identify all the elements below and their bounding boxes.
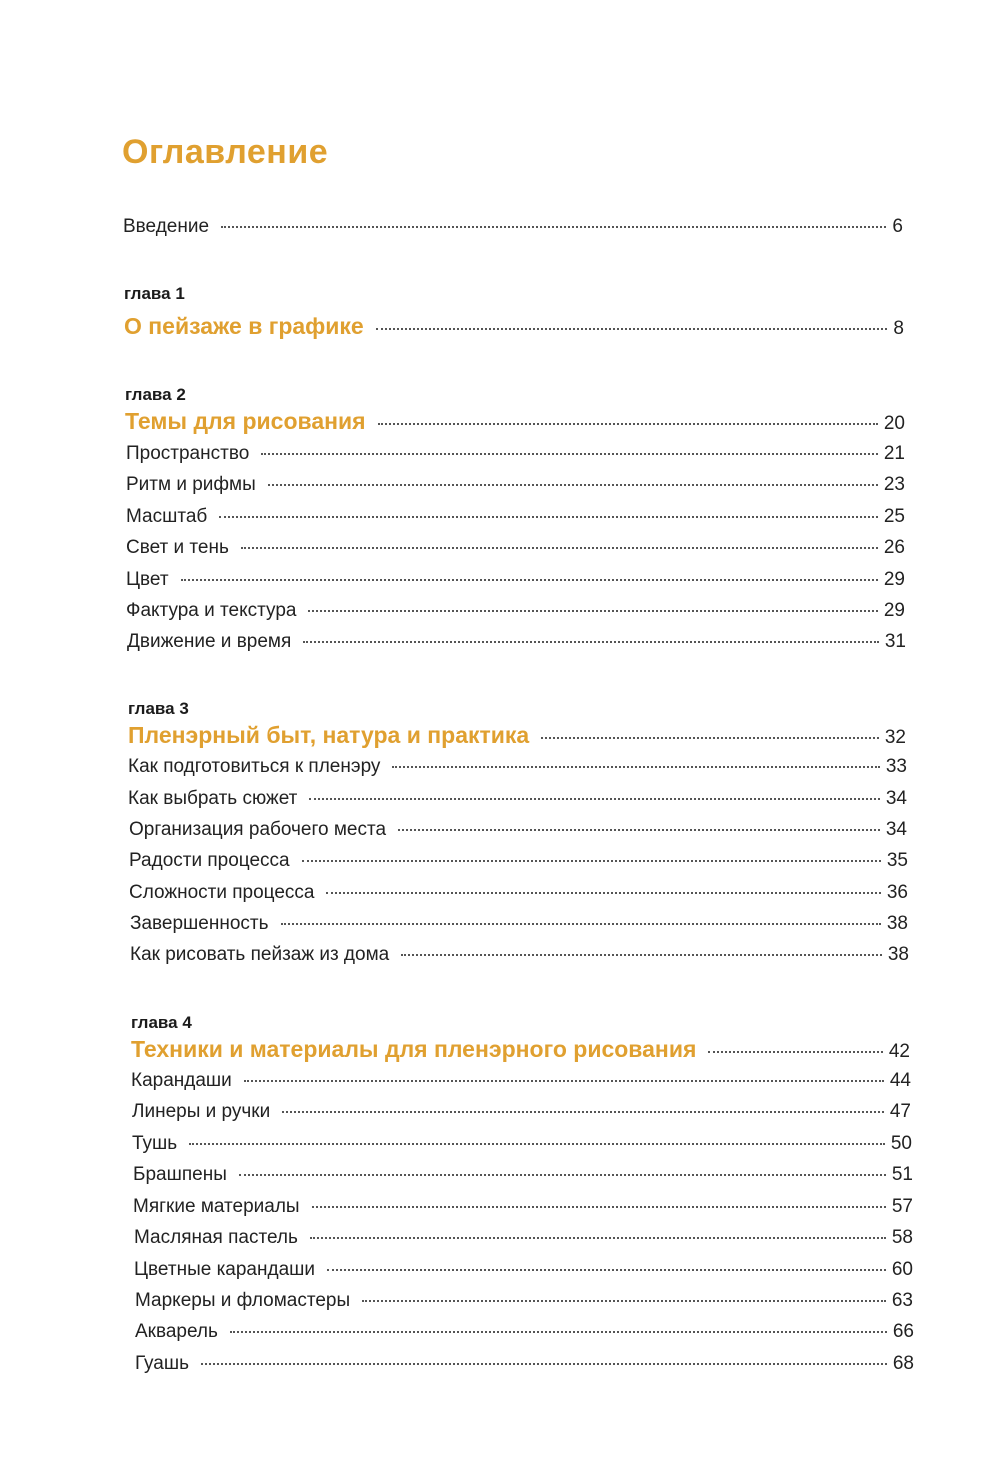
chapter-title: Темы для рисования (125, 408, 366, 434)
toc-entry-label: Маркеры и фломастеры (135, 1290, 351, 1311)
toc-entry-page: 34 (885, 819, 907, 840)
toc-entry-page: 51 (891, 1164, 913, 1185)
toc-entry-label: Мягкие материалы (133, 1196, 300, 1217)
toc-entry-label: Акварель (135, 1321, 218, 1342)
toc-entry[interactable] (126, 537, 905, 565)
toc-entry-page: 21 (883, 443, 905, 464)
leader-dots (392, 766, 879, 768)
toc-entry-label: Сложности процесса (129, 882, 315, 903)
toc-entry-label: Карандаши (131, 1070, 232, 1091)
toc-entry[interactable] (129, 882, 908, 910)
toc-entry[interactable] (135, 1353, 914, 1381)
leader-dots (230, 1331, 887, 1333)
toc-entry[interactable] (134, 1227, 913, 1255)
toc-entry[interactable] (126, 506, 905, 534)
chapter-page: 32 (884, 727, 906, 748)
chapter-page: 20 (883, 413, 905, 434)
chapter-title-entry[interactable] (131, 1036, 910, 1064)
toc-entry[interactable] (135, 1321, 914, 1349)
toc-entry[interactable] (128, 788, 907, 816)
leader-dots (541, 737, 879, 739)
toc-entry-page: 68 (892, 1353, 914, 1374)
toc-entry[interactable] (133, 1164, 913, 1192)
leader-dots (378, 423, 878, 425)
chapter-label: глава 3 (128, 699, 189, 718)
leader-dots (181, 579, 878, 581)
leader-dots (401, 954, 882, 956)
chapter-page: 8 (893, 318, 904, 339)
toc-entry[interactable] (129, 819, 907, 847)
toc-entry[interactable] (127, 631, 906, 659)
toc-entry-page: 44 (889, 1070, 911, 1091)
toc-entry-page: 29 (883, 569, 905, 590)
toc-entry-label: Линеры и ручки (132, 1101, 271, 1122)
toc-entry-label: Пространство (126, 443, 250, 464)
toc-entry[interactable] (126, 474, 905, 502)
leader-dots (708, 1051, 882, 1053)
leader-dots (398, 829, 880, 831)
toc-entry[interactable] (133, 1196, 913, 1224)
toc-entry-page: 31 (884, 631, 906, 652)
toc-entry-page: 6 (892, 216, 903, 237)
toc-entry-label: Завершенность (130, 913, 269, 934)
toc-entry-label: Цвет (126, 569, 169, 590)
leader-dots (282, 1111, 884, 1113)
toc-entry-label: Фактура и текстура (126, 600, 297, 621)
leader-dots (308, 610, 877, 612)
chapter-page: 42 (888, 1041, 910, 1062)
toc-entry[interactable] (132, 1133, 912, 1161)
toc-entry-page: 38 (886, 913, 908, 934)
toc-entry-label: Ритм и рифмы (126, 474, 256, 495)
toc-entry-label: Как выбрать сюжет (128, 788, 298, 809)
leader-dots (312, 1206, 886, 1208)
chapter-title-entry[interactable] (125, 408, 905, 436)
toc-entry-page: 23 (883, 474, 905, 495)
chapter-label: глава 2 (125, 385, 186, 404)
toc-entry-page: 38 (887, 944, 909, 965)
chapter-label: глава 1 (124, 284, 185, 303)
toc-entry-label: Организация рабочего места (129, 819, 387, 840)
chapter-title: Техники и материалы для пленэрного рисования (131, 1036, 697, 1062)
toc-entry-page: 63 (891, 1290, 913, 1311)
toc-entry[interactable] (135, 1290, 913, 1318)
toc-entry[interactable] (131, 1070, 911, 1098)
toc-entry-label: Гуашь (135, 1353, 190, 1374)
toc-entry-page: 34 (885, 788, 907, 809)
leader-dots (327, 1269, 886, 1271)
toc-entry-page: 33 (885, 756, 907, 777)
leader-dots (281, 923, 881, 925)
chapter-title: О пейзаже в графике (124, 313, 364, 339)
leader-dots (239, 1174, 886, 1176)
toc-entry-label: Масляная пастель (134, 1227, 298, 1248)
toc-entry[interactable] (130, 944, 909, 972)
leader-dots (309, 798, 880, 800)
toc-entry[interactable] (126, 569, 905, 597)
toc-entry-intro[interactable] (123, 216, 903, 244)
toc-entry-page: 29 (883, 600, 905, 621)
toc-entry-page: 35 (886, 850, 908, 871)
toc-entry-label: Движение и время (127, 631, 292, 652)
chapter-label: глава 4 (131, 1013, 192, 1032)
toc-entry[interactable] (126, 600, 905, 628)
toc-entry-page: 57 (891, 1196, 913, 1217)
leader-dots (244, 1080, 884, 1082)
toc-entry[interactable] (134, 1259, 913, 1287)
toc-entry[interactable] (129, 850, 908, 878)
toc-entry-page: 25 (883, 506, 905, 527)
toc-entry-page: 58 (891, 1227, 913, 1248)
toc-entry-page: 60 (891, 1259, 913, 1280)
leader-dots (310, 1237, 886, 1239)
leader-dots (221, 226, 886, 228)
leader-dots (376, 328, 888, 330)
toc-entry-page: 47 (889, 1101, 911, 1122)
toc-entry-label: Как подготовиться к пленэру (128, 756, 381, 777)
toc-entry-label: Масштаб (126, 506, 208, 527)
leader-dots (302, 860, 881, 862)
leader-dots (362, 1300, 886, 1302)
chapter-title-entry[interactable] (124, 313, 904, 341)
toc-entry[interactable] (128, 756, 907, 784)
toc-entry-label: Тушь (132, 1133, 178, 1154)
toc-entry-page: 26 (883, 537, 905, 558)
toc-entry-label: Свет и тень (126, 537, 229, 558)
leader-dots (189, 1143, 885, 1145)
leader-dots (268, 484, 878, 486)
toc-entry-page: 36 (886, 882, 908, 903)
leader-dots (303, 641, 879, 643)
leader-dots (241, 547, 878, 549)
toc-entry-label: Цветные карандаши (134, 1259, 316, 1280)
toc-entry[interactable] (132, 1101, 911, 1129)
chapter-title: Пленэрный быт, натура и практика (128, 722, 530, 748)
leader-dots (261, 453, 878, 455)
toc-entry[interactable] (130, 913, 908, 941)
page-title: Оглавление (122, 133, 329, 171)
toc-entry-page: 66 (892, 1321, 914, 1342)
toc-entry-label: Радости процесса (129, 850, 290, 871)
toc-entry[interactable] (126, 443, 905, 471)
leader-dots (326, 892, 880, 894)
chapter-title-entry[interactable] (128, 722, 906, 750)
toc-entry-label: Как рисовать пейзаж из дома (130, 944, 390, 965)
toc-entry-page: 50 (890, 1133, 912, 1154)
toc-entry-label: Брашпены (133, 1164, 227, 1185)
leader-dots (201, 1363, 887, 1365)
toc-entry-label: Введение (123, 216, 210, 237)
leader-dots (219, 516, 878, 518)
